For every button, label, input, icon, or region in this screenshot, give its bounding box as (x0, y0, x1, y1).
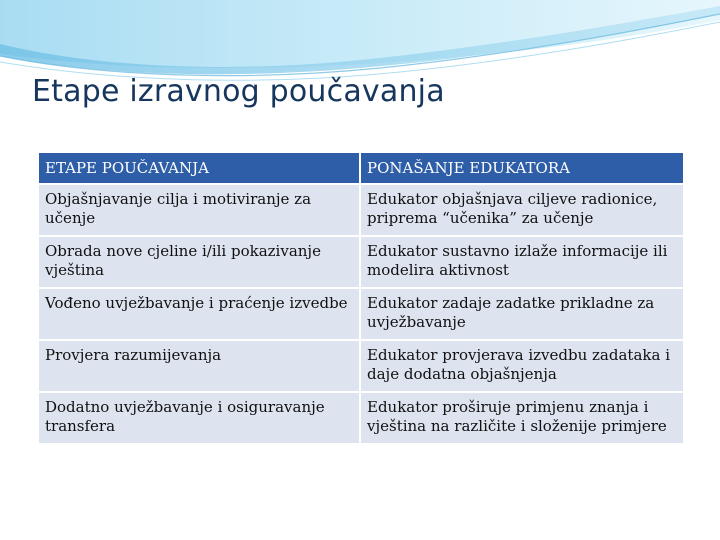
table-row (38, 184, 684, 236)
stages-table-container (37, 151, 683, 445)
table-row (38, 340, 684, 392)
behavior-cell: Edukator objašnjava ciljeve radionice, priprema “učenika” za učenje (360, 184, 684, 236)
column-header-educator-behavior: PONAŠANJE EDUKATORA (360, 152, 684, 184)
stage-cell: Objašnjavanje cilja i motiviranje za učenje (38, 184, 360, 236)
table-header-row (38, 152, 684, 184)
slide-title: Etape izravnog poučavanja (32, 74, 445, 109)
table-row (38, 288, 684, 340)
behavior-cell: Edukator zadaje zadatke prikladne za uvježbavanje (360, 288, 684, 340)
column-header-stages: ETAPE POUČAVANJA (38, 152, 360, 184)
table-row (38, 392, 684, 444)
stage-cell: Obrada nove cjeline i/ili pokazivanje vještina (38, 236, 360, 288)
behavior-cell: Edukator proširuje primjenu znanja i vještina na različite i složenije primjere (360, 392, 684, 444)
behavior-cell: Edukator sustavno izlaže informacije ili modelira aktivnost (360, 236, 684, 288)
stages-table (37, 151, 685, 445)
stage-cell: Provjera razumijevanja (38, 340, 360, 392)
stage-cell: Dodatno uvježbavanje i osiguravanje transfera (38, 392, 360, 444)
behavior-cell: Edukator provjerava izvedbu zadataka i daje dodatna objašnjenja (360, 340, 684, 392)
table-row (38, 236, 684, 288)
stage-cell: Vođeno uvježbavanje i praćenje izvedbe (38, 288, 360, 340)
